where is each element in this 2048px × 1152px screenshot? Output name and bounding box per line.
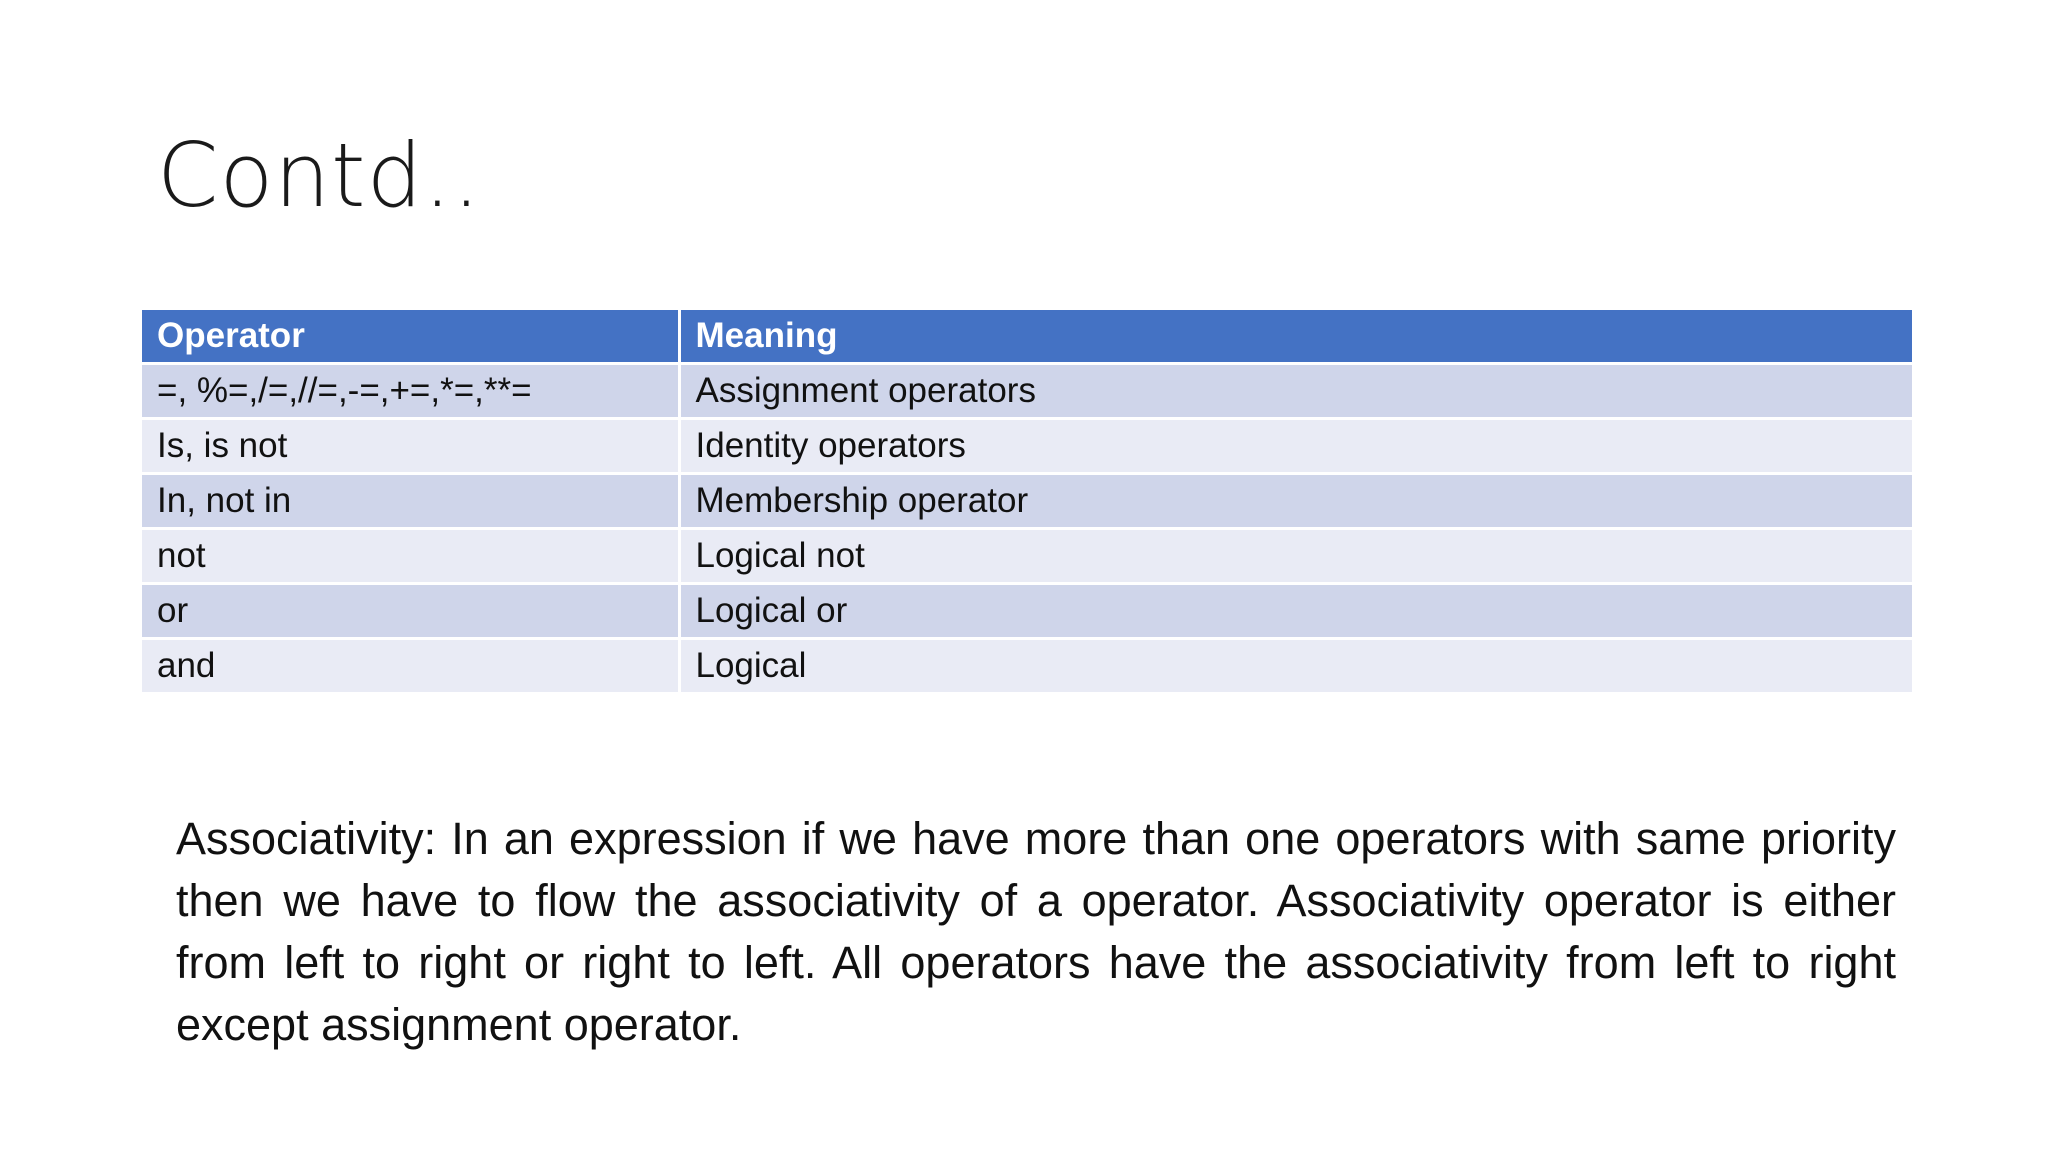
meaning-cell: Membership operator [679, 474, 1912, 529]
table-row [142, 474, 1912, 529]
meaning-cell: Identity operators [679, 419, 1912, 474]
operator-cell: not [142, 529, 679, 584]
header-meaning: Meaning [679, 310, 1912, 364]
table-row [142, 584, 1912, 639]
operators-table [142, 310, 1912, 695]
table-row [142, 639, 1912, 694]
table-header-row [142, 310, 1912, 364]
operator-cell: Is, is not [142, 419, 679, 474]
table-row [142, 529, 1912, 584]
meaning-cell: Logical or [679, 584, 1912, 639]
operator-cell: In, not in [142, 474, 679, 529]
table-row [142, 364, 1912, 419]
table-row [142, 419, 1912, 474]
associativity-paragraph: Associativity: In an expression if we have more than one operators with same priority then we have to flow the associativity of a operator. Associativity operator is either from left to right or right to left. All operators have the associativity from left to right except assignment operator. [176, 813, 1896, 1050]
operator-cell: and [142, 639, 679, 694]
meaning-cell: Assignment operators [679, 364, 1912, 419]
meaning-cell: Logical not [679, 529, 1912, 584]
operator-cell: or [142, 584, 679, 639]
meaning-cell: Logical [679, 639, 1912, 694]
operator-cell: =, %=,/=,//=,-=,+=,*=,**= [142, 364, 679, 419]
header-operator: Operator [142, 310, 679, 364]
slide-title: Contd.. [157, 124, 482, 227]
